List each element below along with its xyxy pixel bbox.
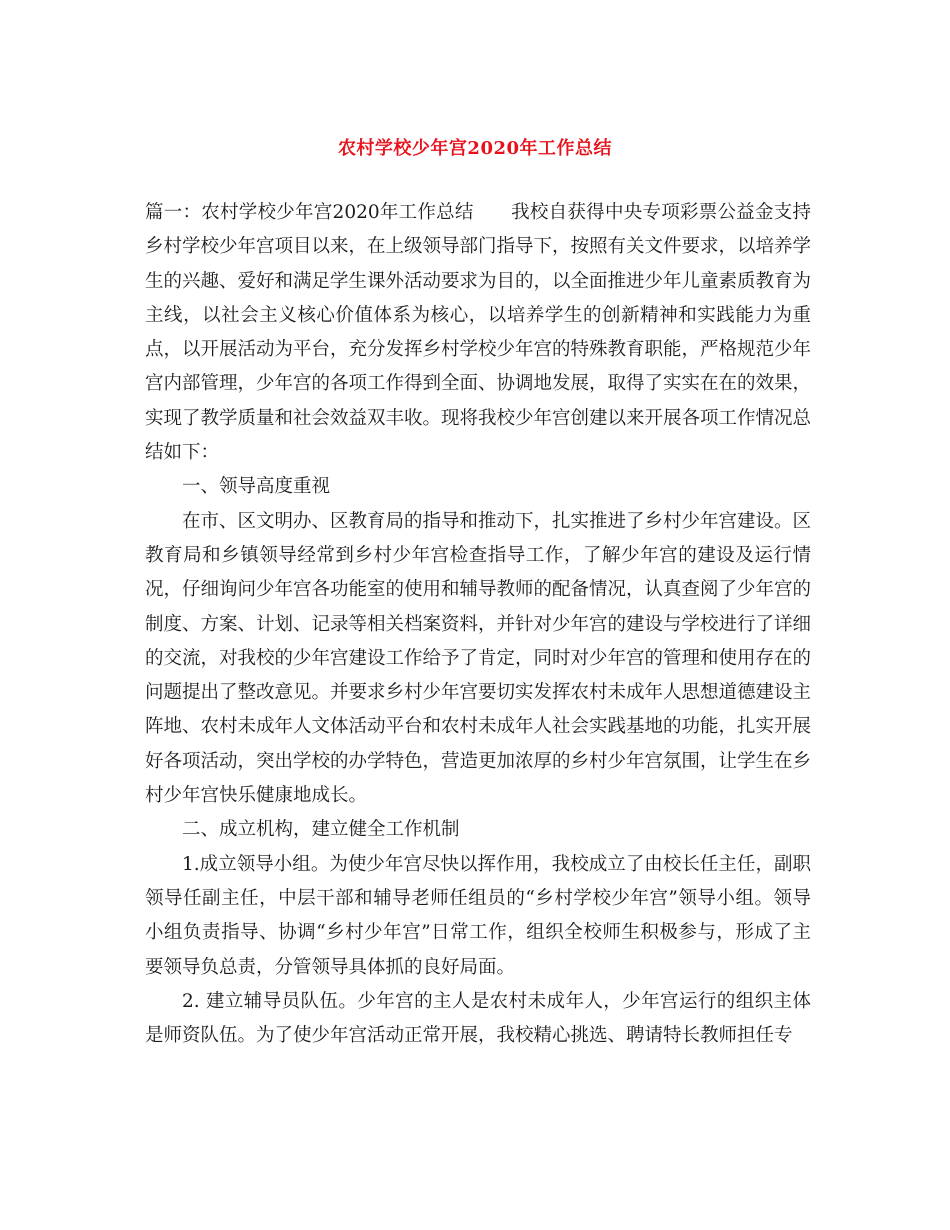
paragraph-section-1: 在市、区文明办、区教育局的指导和推动下，扎实推进了乡村少年宫建设。区教育局和乡镇领导经常到乡村少年宫检查指导工作，了解少年宫的建设及运行情况，仔细询问少年宫各功能室的使用和辅导教师的配备情况，认真查阅了少年宫的制度、方案、计划、记录等相关档案资料，并针对少年宫的建设与学校进行了详细的交流，对我校的少年宫建设工作给予了肯定，同时对少年宫的管理和使用存在的问题提出了整改意见。并要求乡村少年宫要切实发挥农村未成年人思想道德建设主阵地、农村未成年人文体活动平台和农村未成年人社会实践基地的功能，扎实开展好各项活动，突出学校的办学特色，营造更加浓厚的乡村少年宫氛围，让学生在乡村少年宫快乐健康地成长。 [145, 510, 812, 807]
section-heading-1: 一、领导高度重视 [182, 476, 331, 498]
paragraph-item-1: 1.成立领导小组。为使少年宫尽快以挥作用，我校成立了由校长任主任，副职领导任副主任，中层干部和辅导老师任组员的“乡村学校少年宫”领导小组。领导小组负责指导、协调“乡村少年宫”日常工作，组织全校师生积极参与，形成了主要领导负总责，分管领导具体抓的良好局面。 [145, 853, 811, 978]
document-body [145, 196, 811, 1053]
paragraph-item-2: 2. 建立辅导员队伍。少年宫的主人是农村未成年人，少年宫运行的组织主体是师资队伍。为了使少年宫活动正常开展，我校精心挑选、聘请特长教师担任专 [145, 990, 811, 1047]
paragraph-intro: 篇一：农村学校少年宫2020年工作总结 我校自获得中央专项彩票公益金支持乡村学校少年宫项目以来，在上级领导部门指导下，按照有关文件要求，以培养学生的兴趣、爱好和满足学生课外活动要求为目的，以全面推进少年儿童素质教育为主线，以社会主义核心价值体系为核心，以培养学生的创新精神和实践能力为重点，以开展活动为平台，充分发挥乡村学校少年宫的特殊教育职能，严格规范少年宫内部管理，少年宫的各项工作得到全面、协调地发展，取得了实实在在的效果，实现了教学质量和社会效益双丰收。现将我校少年宫创建以来开展各项工作情况总结如下： [145, 202, 812, 464]
document-title: 农村学校少年宫2020年工作总结 [337, 138, 613, 159]
section-heading-2: 二、成立机构，建立健全工作机制 [182, 819, 460, 841]
